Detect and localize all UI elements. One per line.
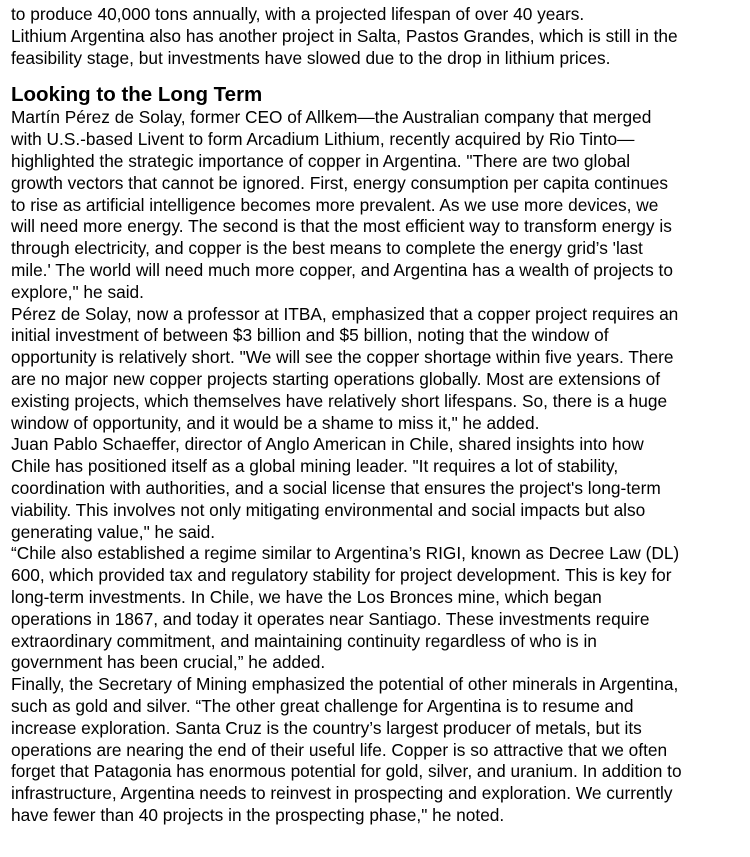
text-line: infrastructure, Argentina needs to reinvest in prospecting and exploration. We currently: [11, 783, 673, 804]
text-line: Finally, the Secretary of Mining emphasized the potential of other minerals in Argentina,: [11, 674, 679, 695]
text-line: forget that Patagonia has enormous potential for gold, silver, and uranium. In addition to: [11, 761, 682, 782]
text-line: extraordinary commitment, and maintaining continuity regardless of who is in: [11, 630, 597, 651]
text-line: existing projects, which themselves have relatively short lifespans. So, there is a huge: [11, 390, 668, 411]
text-line: highlighted the strategic importance of copper in Argentina. "There are two global: [11, 150, 631, 171]
body-paragraph-2: [11, 304, 746, 435]
body-paragraph-5: [11, 674, 746, 827]
text-line: mile.' The world will need much more copper, and Argentina has a wealth of projects to: [11, 259, 673, 280]
text-line: coordination with authorities, and a social license that ensures the project's long-term: [11, 477, 661, 498]
text-line: “Chile also established a regime similar to Argentina’s RIGI, known as Decree Law (DL): [11, 543, 680, 564]
article-page: [11, 4, 746, 827]
body-paragraph-1: [11, 107, 746, 303]
text-line: initial investment of between $3 billion and $5 billion, noting that the window of: [11, 325, 609, 346]
text-line: feasibility stage, but investments have slowed due to the drop in lithium prices.: [11, 47, 611, 68]
text-line: increase exploration. Santa Cruz is the country’s largest producer of metals, but its: [11, 717, 642, 738]
text-line: explore," he said.: [11, 281, 144, 302]
text-line: long-term investments. In Chile, we have the Los Bronces mine, which began: [11, 586, 602, 607]
text-line: to rise as artificial intelligence becomes more prevalent. As we use more devices, we: [11, 194, 659, 215]
text-line: growth vectors that cannot be ignored. First, energy consumption per capita continues: [11, 172, 669, 193]
text-line: will need more energy. The second is that the most efficient way to transform energy is: [11, 216, 672, 237]
text-line: window of opportunity, and it would be a shame to miss it," he added.: [11, 412, 540, 433]
text-line: viability. This involves not only mitigating environmental and social impacts but also: [11, 499, 646, 520]
text-line: operations in 1867, and today it operates near Santiago. These investments require: [11, 608, 650, 629]
text-line: Juan Pablo Schaeffer, director of Anglo American in Chile, shared insights into how: [11, 434, 644, 455]
text-line: Chile has positioned itself as a global mining leader. "It requires a lot of stability,: [11, 456, 619, 477]
text-line: operations are nearing the end of their useful life. Copper is so attractive that we often: [11, 739, 668, 760]
text-line: such as gold and silver. “The other great challenge for Argentina is to resume and: [11, 695, 634, 716]
text-line: have fewer than 40 projects in the prospecting phase," he noted.: [11, 804, 505, 825]
text-line: government has been crucial,” he added.: [11, 652, 326, 673]
text-line: are no major new copper projects starting operations globally. Most are extensions of: [11, 368, 661, 389]
text-line: Martín Pérez de Solay, former CEO of Allkem—the Australian company that merged: [11, 107, 652, 128]
text-line: to produce 40,000 tons annually, with a projected lifespan of over 40 years.: [11, 4, 585, 24]
text-line: opportunity is relatively short. "We will see the copper shortage within five years. There: [11, 347, 674, 368]
text-line: Pérez de Solay, now a professor at ITBA, emphasized that a copper project requires an: [11, 303, 679, 324]
text-line: through electricity, and copper is the best means to complete the energy grid’s 'last: [11, 238, 643, 259]
text-line: generating value," he said.: [11, 521, 216, 542]
intro-paragraph-2: [11, 26, 746, 70]
text-line: 600, which provided tax and regulatory stability for project development. This is key for: [11, 565, 672, 586]
text-line: Lithium Argentina also has another project in Salta, Pastos Grandes, which is still in the: [11, 25, 678, 46]
section-heading: Looking to the Long Term: [11, 83, 263, 107]
text-line: with U.S.-based Livent to form Arcadium Lithium, recently acquired by Rio Tinto—: [11, 129, 635, 150]
intro-paragraph-1: [11, 4, 746, 26]
body-paragraph-4: [11, 543, 746, 674]
body-paragraph-3: [11, 434, 746, 543]
